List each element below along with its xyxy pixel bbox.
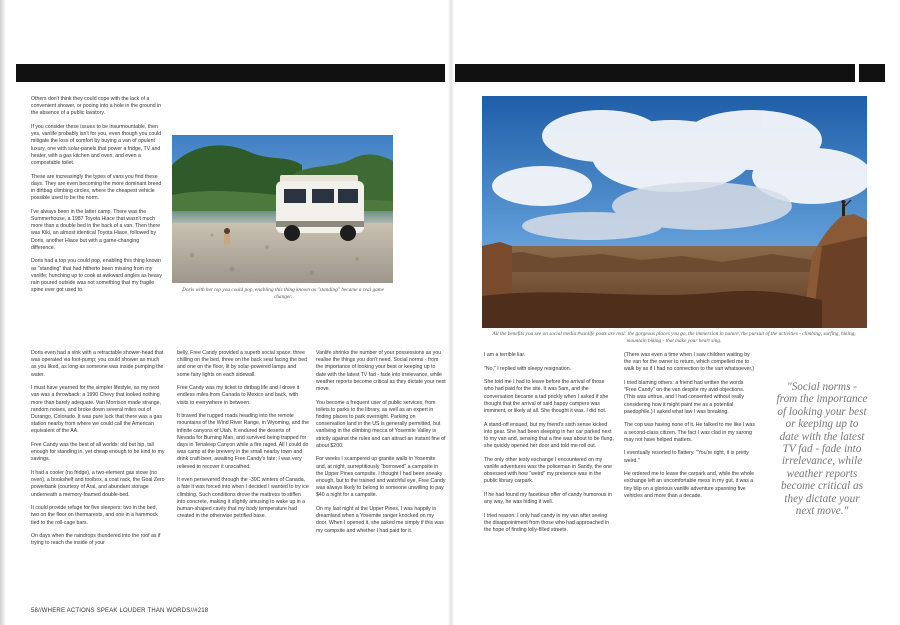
paragraph: These are increasingly the types of vans you find these days. They are even becoming the more dominant breed in dirtbag climbing circles, where the cheapest vehicle possible used to be the norm. <box>31 173 162 202</box>
paragraph: You become a frequent user of public services, from toilets to parks to the library, as well as an expert in finding places to park overnight. Parking on conservation land in the US is generally permitted, but vanliving in the climbing mecca of Yosemite Valley is strictly against the rules and can attract an instant fine of about $200. <box>316 399 446 449</box>
paragraph: (There was even a time when I saw children waiting by the van for the owner to return, which compelled me to walk by as if I had no connection to the van whatsoever.) <box>624 352 755 373</box>
header-bar-right <box>455 64 855 82</box>
body-column-1 <box>31 350 166 554</box>
paragraph: He ordered me to leave the carpark and, while the whole exchange left an uncomfortable mess in my gut, it was a tiny blip on a glorious vanlife adventure spanning five vehicles and more than a decade. <box>624 471 755 499</box>
paragraph: A stand-off ensued, but my friend's sixth sense kicked into gear. She had been sleeping in her car parked next to my van and, sensing that a fine was about to be flung, she quickly opened her door and told me roll out. <box>484 421 614 450</box>
photo-left-caption: Doris with her top you could pop, enabling this thing known as "standing" became a real game changer. <box>182 287 384 300</box>
paragraph: She told me I had to leave before the arrival of those who had paid for the site. It was 5am, and the conversation became a tad prickly when I asked if she thought that the arrival of said happy campers was imminent, or likely at all. She thought it was. I did not. <box>484 379 609 414</box>
paragraph: I am a terrible liar. <box>484 352 526 358</box>
header-bar-left <box>16 64 445 82</box>
spread-gutter <box>448 0 454 625</box>
paragraph: "No," I replied with sleepy resignation. <box>484 365 572 372</box>
paragraph: It could provide refuge for five sleepers: two in the bed, two on the floor on thermarests, and one in a hammock tied to the roll-cage bars. <box>31 505 158 526</box>
body-column-4 <box>484 352 614 541</box>
paragraph: On days when the raindrops thundered into the roof as if trying to reach the inside of your <box>31 533 161 547</box>
paragraph: For weeks I scampered up granite walls in Yosemite and, at night, surreptitiously "borrowed" a campsite in the Upper Pines campsite. I thought I had been sneaky enough, but to the trained and watchful eye, Free Candy was always likely to belong to someone unwilling to pay $40 a night for a campsite. <box>316 456 446 499</box>
header-bar-right-edge <box>859 64 885 82</box>
paragraph: Doris had a top you could pop, enabling this thing known as "standing" that had hitherto been missing from my vanlife; hunching up to cook at awkward angles as heavy rain poured outside was not something that my fragile spine ever got used to. <box>31 258 162 294</box>
paragraph: Vanlife shrinks the number of your possessions as you realise the things you don't need. Social norms - from the importance of looking your best or keeping up to date with the latest TV fad - fade into irrelevance, while weather reports become critical as they dictate your next move. <box>316 350 446 393</box>
paragraph: I tried blaming others: a friend had written the words "Free Candy" on the van despite my avid objections. (This was untrue, and I had consented without really considering how it might paint me as a potential paedophile.) I asked what law I was breaking. <box>624 380 745 415</box>
paragraph: I tried reason: I only had candy in my van after seeing the disappointment from those who had approached in the hope of finding lolly-filled streets. <box>484 512 610 534</box>
pull-quote: "Social norms - from the importance of looking your best or keeping up to date with the latest TV fad - fade into irrelevance, while weather reports become critical as they dictate your next move." <box>776 381 868 518</box>
paragraph: On my last night at the Upper Pines, I was happily in dreamland when a Yosemite ranger knocked on my door. When I opened it, she asked me simply if this was my campsite and whether I had paid for it. <box>316 506 444 534</box>
body-column-2 <box>177 350 309 527</box>
paragraph: It had a cooler (no fridge), a two-element gas stove (no oven), a bookshelf and toolbox, a coat rack, the Goal Zero powerbank (courtesy of Arai, and abundant storage underneath a memory-foamed double-bed. <box>31 470 165 498</box>
paragraph: Free Candy was my ticket to dirtbag life and I drove it endless miles from Canada to Mexico and back, with visits to everywhere in between. <box>177 385 300 406</box>
body-column-5 <box>624 352 757 506</box>
paragraph: If you consider these issues to be insurmountable, then yes, vanlife probably isn't for you, even though you could mitigate the loss of comfort by buying a van of opulent luxury, one with solar-panels that power a fridge, TV and heater, with a gas kitchen and oven, and even a compostable toilet. <box>31 124 162 167</box>
paragraph: It even persevered through the -30C winters of Canada, a fate it was forced into when I decided I wanted to try ice climbing. Such conditions drove the mattress to stiffen into concrete, making it slightly amusing to wake up in a human-shaped cavity that my body temperature had created in the otherwise petrified base. <box>177 477 309 520</box>
footer-section: //WHERE ACTIONS SPEAK LOUDER THAN WORDS//#218 <box>38 608 209 614</box>
paragraph: I eventually resorted to flattery. "You're right, it is pretty weird." <box>624 450 749 464</box>
photo-van-riverside <box>172 135 393 283</box>
page-footer <box>31 608 331 614</box>
paragraph: Free Candy was the best of all worlds: old but hip, tall enough for standing in, yet cheap enough to be kind to my savings. <box>31 442 165 463</box>
paragraph: If he had found my facetious offer of candy humorous in any way, he was hiding it well. <box>484 492 612 506</box>
paragraph: The only other testy exchange I encountered on my vanlife adventures was the policeman in Sandy, the one obsessed with how "weird" my presence was in the public library carpark. <box>484 456 612 485</box>
photo-right-caption: All the benefits you see on social media #vanlife posts are real: the gorgeous places you go, the immersion in nature, the pursuit of the activities - climbing, surfing, hiking, mountain biking - that make your heart sing. <box>492 331 856 344</box>
paragraph: I must have yearned for the simpler lifestyle, as my next van was a throwback: a 1990 Chevy that looked nothing more than barely adequate. Van Morrison made strange, random noises, and broke down several miles out of Durango, Colorado. It was pure luck that there was a gas station nearby from where we could call the American equivalent of the AA. <box>31 385 162 435</box>
intro-column <box>31 96 163 301</box>
paragraph: The cop was having none of it. He talked to me like I was a second-class citizen. The fact I was clad in my sarong may not have helped matters. <box>624 422 755 443</box>
paragraph: It braved the rugged roads heading into the remote mountains of the Wind River Range, in Wyoming, and the infinite canyons of Utah. It endured the deserts of Nevada for Burning Man, and survived being trapped for days in Tenaleep Canyon while a fire raged. All I could do was camp at the brewery in the small nearby town and drink craft beer, awaiting Free Candy's fate; I was very relieved to recover it unscathed. <box>177 413 310 470</box>
page-number: 58 <box>31 608 39 614</box>
page-edge-shadow <box>0 0 6 625</box>
photo-canyon-landscape <box>482 96 867 328</box>
paragraph: Others don't think they could cope with the lack of a convenient shower, or pooing into a hole in the ground in the absence of a public lavatory. <box>31 96 162 117</box>
paragraph: Doris even had a sink with a retractable shower-head that was operated via foot-pump; you could shower as much as you liked, as long as someone was inside pumping the water. <box>31 350 164 378</box>
body-column-3 <box>316 350 446 541</box>
paragraph: belly, Free Candy provided a superb social space: three chilling on the bed, three on the back seat facing the bed and one on the floor, lit by solar-powered lamps and some fairy lights on each sidewall. <box>177 350 308 378</box>
paragraph: I've always been in the latter camp. There was the Summerhouse, a 1987 Toyota Hiace that wasn't much more than a double bed in the back of a van. Then there was Kiki, an almost identical Toyota Hiace, followed by Doris, another Hiace but with a game-changing difference. <box>31 208 161 251</box>
